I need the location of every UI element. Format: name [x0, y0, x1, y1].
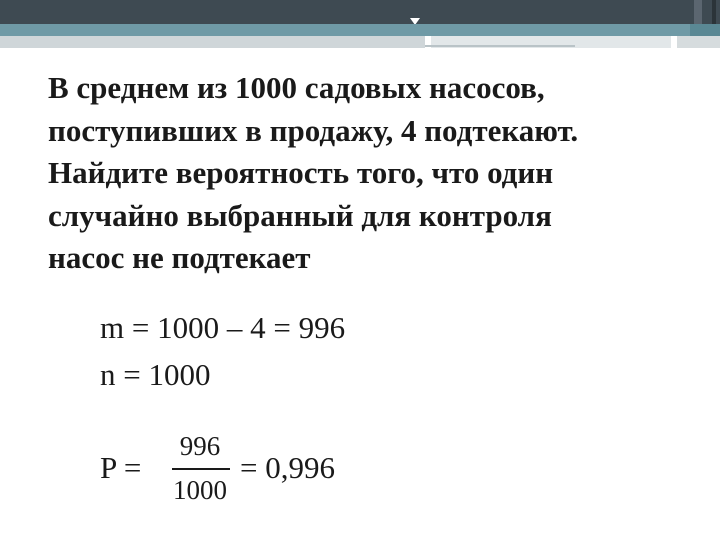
slide-header-band: [0, 0, 720, 24]
fraction-bar: [172, 468, 230, 470]
problem-line: Найдите вероятность того, что один: [48, 155, 554, 190]
probability-label: P =: [100, 450, 142, 485]
fraction-numerator: 996: [179, 431, 221, 461]
header-edge-dark: [712, 0, 716, 24]
fraction-denominator: 1000: [173, 475, 227, 505]
problem-line: В среднем из 1000 садовых насосов,: [48, 70, 545, 105]
probability-result: = 0,996: [240, 450, 335, 485]
problem-line: случайно выбранный для контроля: [48, 197, 552, 233]
decorative-thin-line: [425, 45, 575, 47]
probability-fraction: [168, 429, 232, 513]
total-outcomes-equation: n = 1000: [100, 357, 211, 392]
slide-accent-bar: [0, 24, 720, 36]
decorative-strip-left: [0, 36, 425, 48]
problem-statement: [48, 67, 708, 280]
accent-bar-notch: [690, 24, 720, 36]
decorative-strip-right: [677, 36, 720, 48]
favorable-outcomes-equation: m = 1000 – 4 = 996: [100, 310, 346, 345]
problem-line: насос не подтекает: [48, 240, 311, 275]
problem-line: поступивших в продажу, 4 подтекают.: [48, 112, 579, 148]
header-edge-light: [694, 0, 702, 24]
